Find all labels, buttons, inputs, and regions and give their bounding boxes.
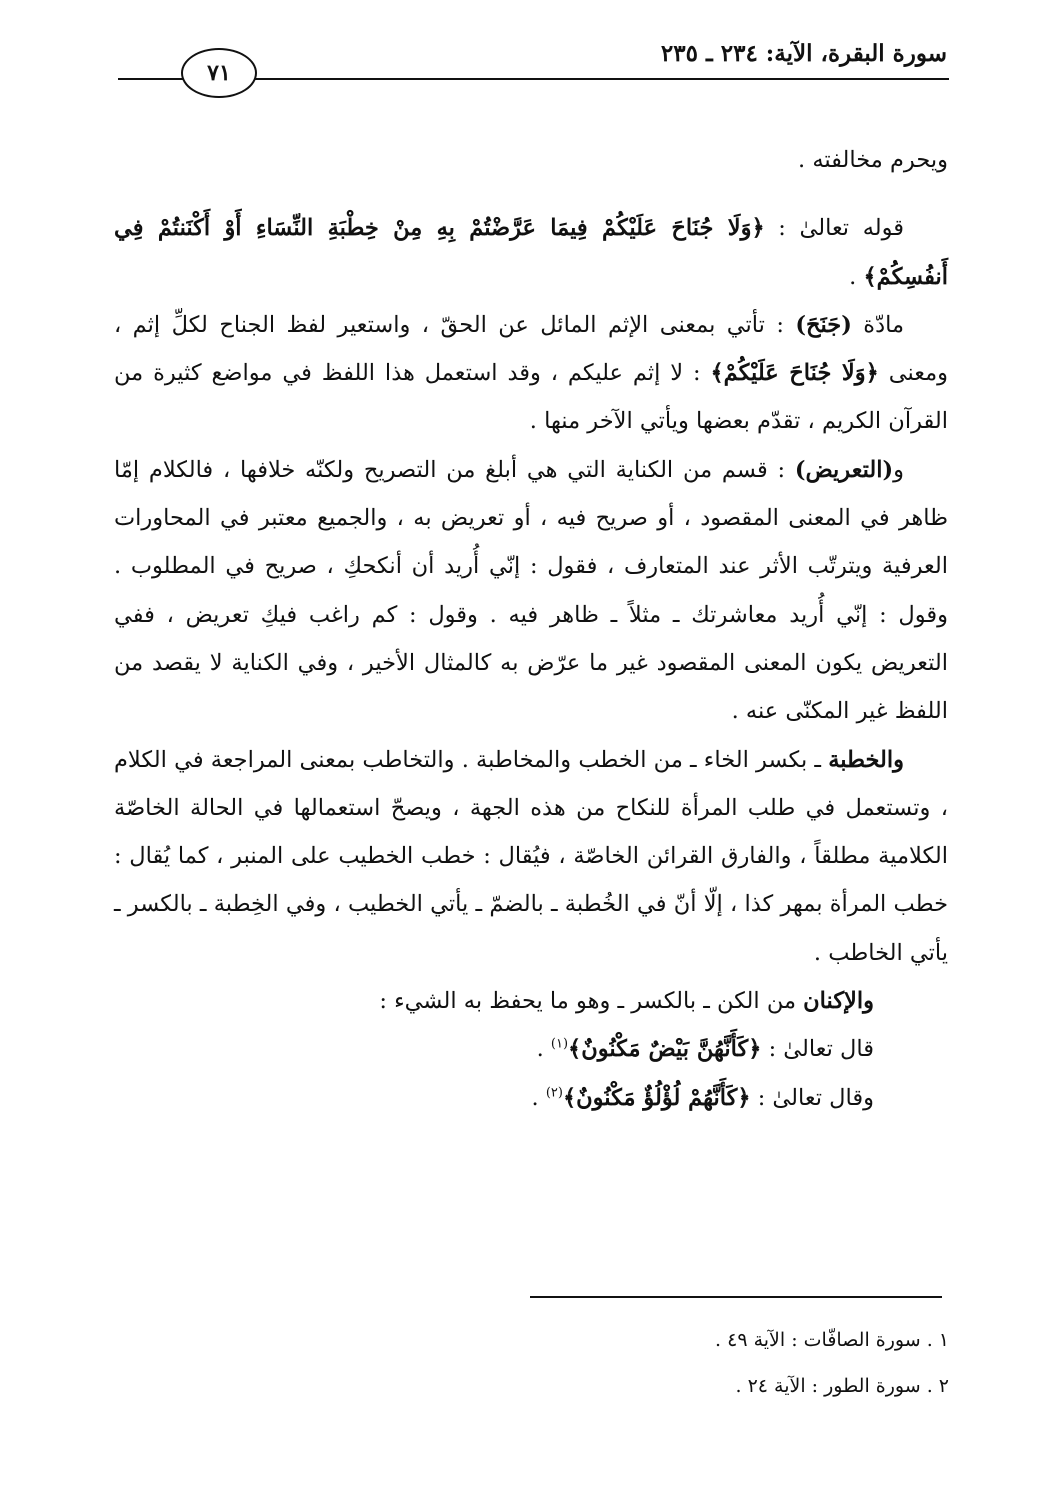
paragraph-text: : تأتي بمعنى الإثم المائل عن الحقّ ، واستعير لفظ الجناح لكلِّ إثم ، ومعنى (114, 311, 949, 387)
quran-verse: ﴿كَأَنَّهُنَّ بَيْضٌ مَكْنُونٌ﴾ (568, 1036, 762, 1063)
footnote-rule (530, 1296, 942, 1298)
paragraph-verse-citation (114, 204, 948, 301)
term-iknan: والإكنان (803, 988, 874, 1015)
footnote-2: ٢ . سورة الطور : الآية ٢٤ . (735, 1375, 949, 1397)
footnotes (349, 1317, 949, 1409)
paragraph-text: : لا إثم عليكم ، وقد استعمل هذا اللفظ في مواضع كثيرة من القرآن الكريم ، تقدّم بعضها ويأتي الآخر منها . (114, 360, 948, 435)
paragraph-iknan (114, 977, 948, 1025)
paragraph-text: مادّة (851, 311, 904, 338)
term-tareed: (التعريض) (794, 456, 894, 483)
quran-verse: ﴿وَلَا جُنَاحَ عَلَيْكُمْ﴾ (710, 360, 879, 387)
term-janaha: (جَنَحَ) (795, 311, 852, 338)
paragraph-tareed (114, 446, 948, 736)
quran-verse: ﴿كَأَنَّهُمْ لُؤْلُؤٌ مَكْنُونٌ﴾ (562, 1084, 751, 1111)
punctuation: . (536, 1036, 551, 1063)
verse-intro: قوله تعالىٰ : (764, 215, 904, 242)
verse-intro: قال تعالىٰ : (761, 1036, 874, 1063)
verse-quote-2 (114, 1074, 948, 1122)
punctuation: . (849, 263, 864, 290)
quran-verse: ﴿وَلَا جُنَاحَ عَلَيْكُمْ فِيمَا عَرَّضْتُمْ بِهِ مِنْ خِطْبَةِ النِّسَاءِ أَوْ أَكْنَنتُمْ فِي أَنفُسِكُمْ﴾ (114, 215, 948, 290)
paragraph-text: ويحرم مخالفته . (798, 147, 948, 173)
paragraph-text: من الكن ـ بالكسر ـ وهو ما يحفظ به الشيء : (379, 988, 804, 1015)
footnote-ref-1: (١) (550, 1036, 569, 1052)
punctuation: . (531, 1084, 546, 1111)
body-text (114, 136, 948, 1122)
footnote-ref-2: (٢) (545, 1085, 563, 1101)
paragraph-text: و (893, 456, 904, 483)
paragraph-text: ـ بكسر الخاء ـ من الخطب والمخاطبة . والتخاطب بمعنى المراجعة في الكلام ، وتستعمل في طلب المرأة للنكاح من هذه الجهة ، ويصحّ استعمالها في الحالة الخاصّة الكلامية مطلقاً ، والفارق القرائن الخاصّة ، فيُقال : خطب الخطيب على المنبر ، كما يُقال : خطب المرأة بمهر كذا ، إلّا أنّ في الخُطبة ـ بالضمّ ـ يأتي الخطيب ، وفي الخِطبة ـ بالكسر ـ يأتي الخاطب . (114, 746, 948, 966)
paragraph-text: : قسم من الكناية التي هي أبلغ من التصريح ولكنّه خلافها ، فالكلام إمّا ظاهر في المعنى المقصود ، أو صريح فيه ، أو تعريض به ، والجميع معتبر في المحاورات العرفية ويترتّب الأثر عند المتعارف ، فقول : إنّي أُريد أن أنكحكِ ، صريح في المطلوب . وقول : إنّي أُريد معاشرتك ـ مثلاً ـ ظاهر فيه . وقول : كم راغب فيكِ تعريض ، ففي التعريض يكون المعنى المقصود غير ما عرّض به كالمثال الأخير ، وفي الكناية لا يقصد من اللفظ غير المكنّى عنه . (114, 456, 948, 725)
verse-intro: وقال تعالىٰ : (750, 1084, 874, 1111)
paragraph-continuation (114, 136, 948, 184)
page-number-badge: ٧١ (181, 48, 257, 98)
paragraph-janaha (114, 301, 948, 446)
running-header-title: سورة البقرة، الآية: ٢٣٤ ـ ٢٣٥ (660, 40, 947, 67)
verse-quote-1 (114, 1025, 948, 1073)
term-khitba: والخطبة (828, 746, 904, 773)
paragraph-khitba (114, 736, 948, 977)
footnote-1: ١ . سورة الصافّات : الآية ٤٩ . (715, 1329, 949, 1351)
